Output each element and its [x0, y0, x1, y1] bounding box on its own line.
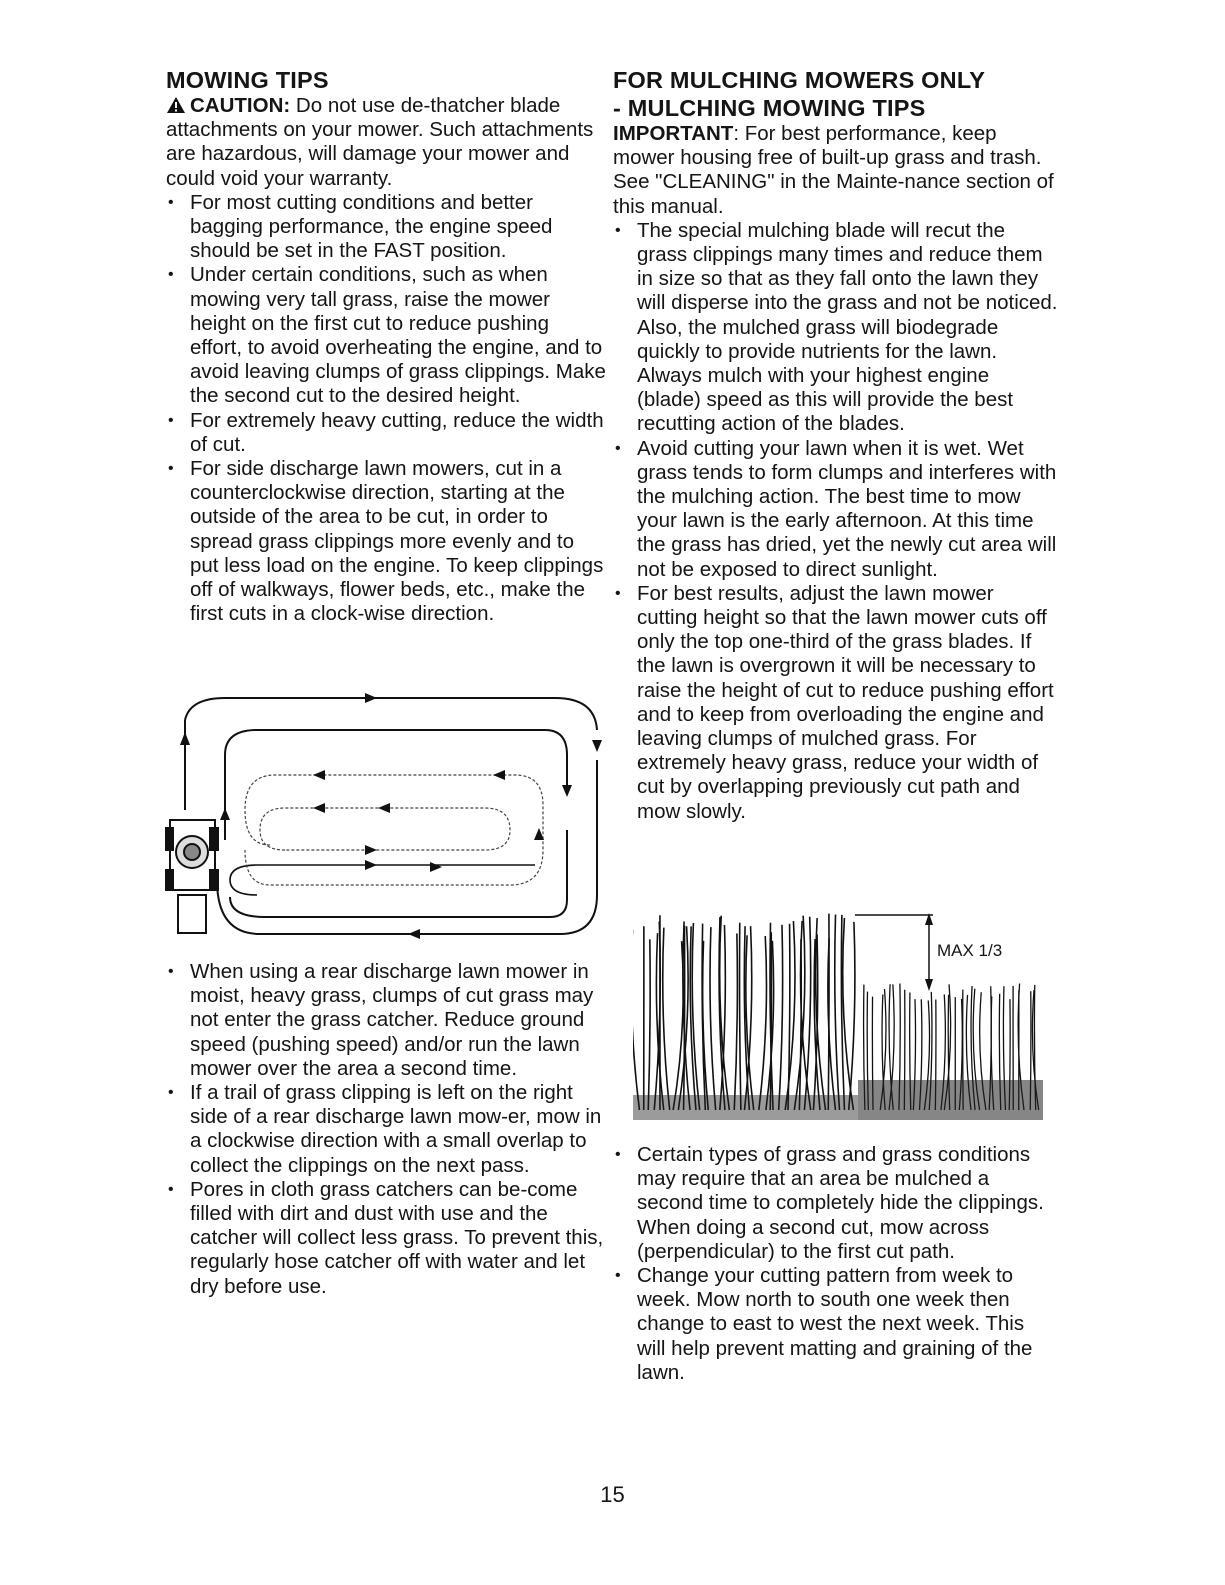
list-item: • Change your cutting pattern from week to week. Mow north to south one week then change to east to west the next week. This will help prevent matting and graining of the lawn.	[613, 1264, 1058, 1385]
page-number: 15	[600, 1482, 625, 1507]
grass-blade	[800, 921, 810, 1110]
list-item: • The special mulching blade will recut the grass clippings many times and reduce them in size so that as they fall onto the lawn they will disperse into the grass and not be noticed. Also, the mulched grass will biodegrade quickly to provide nutrients for the lawn. Always mulch with your highest engine (blade) speed as this will provide the best recutting action of the blades.	[613, 219, 1058, 437]
grass-blade	[734, 933, 737, 1110]
left-bullets-bottom	[166, 960, 606, 1299]
list-item: • Under certain conditions, such as when mowing very tall grass, raise the mower height on the first cut to reduce pushing effort, to avoid overheating the engine, and to avoid leaving clumps of grass clippings. Make the second cut to the desired height.	[166, 263, 606, 408]
important-label: IMPORTANT	[613, 122, 734, 145]
list-item: • Avoid cutting your lawn when it is wet. Wet grass tends to form clumps and interferes with the mulching action. The best time to mow your lawn is the early afternoon. At this time the grass has dried, yet the newly cut area will not be exposed to direct sunlight.	[613, 437, 1058, 582]
mulching-heading-line1: FOR MULCHING MOWERS ONLY	[613, 67, 986, 93]
grass-blade	[740, 923, 741, 1110]
warning-triangle-icon	[166, 96, 186, 114]
grass-blade	[648, 939, 650, 1110]
caution-label: CAUTION:	[190, 94, 291, 117]
important-text: : For best performance, keep mower housing free of built-up grass and trash. See "CLEANING" in the Mainte-nance section of this manual.	[613, 122, 1054, 218]
mowing-tips-heading: MOWING TIPS	[166, 67, 329, 93]
important-paragraph	[613, 122, 1058, 219]
caution-paragraph	[166, 94, 606, 191]
list-item: • If a trail of grass clipping is left on the right side of a rear discharge lawn mow-er, mow in a clockwise direction with a small overlap to collect the clippings on the next pass.	[166, 1081, 606, 1178]
grass-blade	[779, 925, 783, 1110]
grass-blade	[710, 927, 716, 1110]
list-item: • When using a rear discharge lawn mower in moist, heavy grass, clumps of cut grass may not enter the grass catcher. Reduce ground speed (pushing speed) and/or run the lawn mower over the area a second time.	[166, 960, 606, 1081]
grass-illustration	[633, 905, 1043, 1120]
grass-drawing	[633, 905, 1043, 1120]
grass-blade	[759, 936, 767, 1110]
caution-text: Do not use de-thatcher blade attachments on your mower. Such attachments are hazardous, will damage your mower and could void your warranty.	[166, 94, 594, 190]
grass-blade	[663, 928, 670, 1110]
right-bullets-bottom	[613, 1143, 1058, 1385]
list-item: • Pores in cloth grass catchers can be-come filled with dirt and dust with use and the catcher will collect less grass. To prevent this, regularly hose catcher off with water and let dry before use.	[166, 1178, 606, 1299]
left-column	[166, 66, 606, 626]
list-item: • Certain types of grass and grass conditions may require that an area be mulched a second time to completely hide the clippings. When doing a second cut, mow across (perpendicular) to the first cut path.	[613, 1143, 1058, 1264]
right-bullets-top	[613, 219, 1058, 824]
grass-blade	[835, 915, 840, 1110]
grass-blade	[633, 930, 639, 1110]
list-item: • For extremely heavy cutting, reduce the width of cut.	[166, 409, 606, 457]
right-column	[613, 66, 1058, 824]
max-one-third-label: MAX 1/3	[937, 941, 1003, 960]
list-item: • For best results, adjust the lawn mower cutting height so that the lawn mower cuts off only the top one-third of the grass blades. If the lawn is overgrown it will be necessary to raise the height of cut to reduce pushing effort and to keep from overloading the engine and leaving clumps of mulched grass. For extremely heavy grass, reduce your width of cut by overlapping previously cut path and mow slowly.	[613, 582, 1058, 824]
list-item: • For most cutting conditions and better bagging performance, the engine speed should be set in the FAST position.	[166, 191, 606, 264]
mulching-heading-line2: - MULCHING MOWING TIPS	[613, 95, 926, 121]
left-bullets-top	[166, 191, 606, 627]
mowing-pattern-diagram	[165, 690, 605, 940]
list-item: • For side discharge lawn mowers, cut in a counterclockwise direction, starting at the outside of the area to be cut, in order to spread grass clippings more evenly and to put less load on the engine. To keep clippings off of walkways, flower beds, etc., make the first cuts in a clock-wise direction.	[166, 457, 606, 626]
mower-icon	[165, 820, 218, 933]
